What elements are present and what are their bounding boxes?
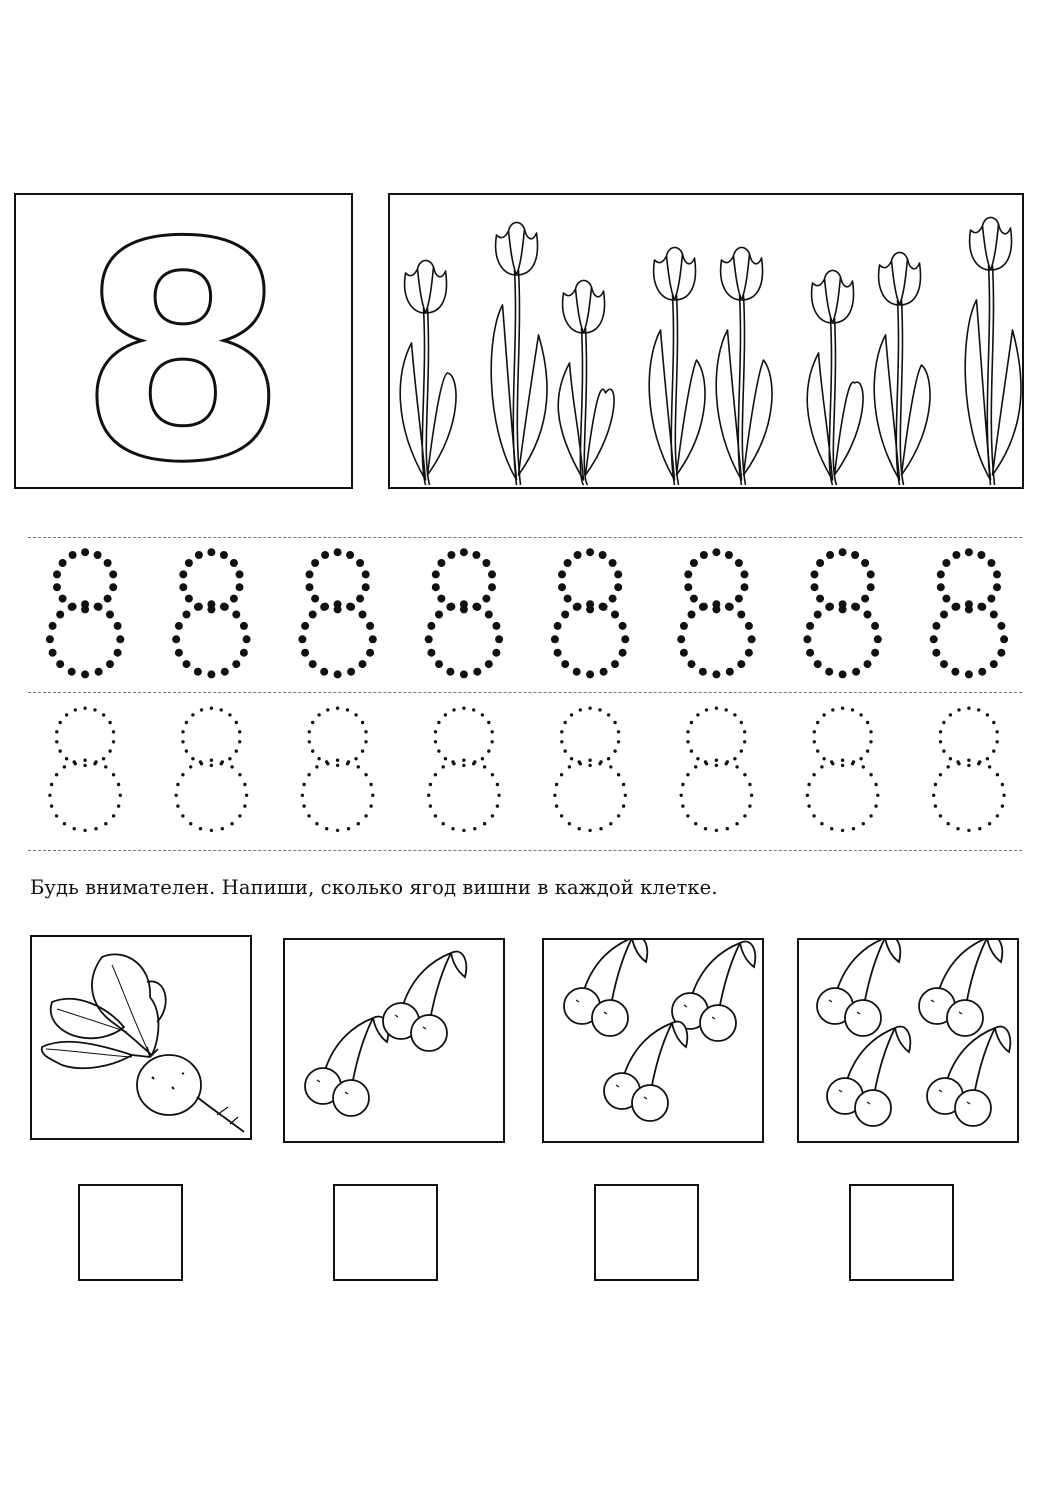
- dotted-eight-2-4[interactable]: [427, 707, 501, 833]
- big-digit-box: [14, 193, 353, 489]
- cherry-pair-4: [927, 1027, 1010, 1126]
- radish-icon: [32, 937, 250, 1138]
- cherry-pair-2: [919, 940, 1002, 1036]
- dotted-eight-1-6[interactable]: [677, 548, 755, 678]
- answer-box-2[interactable]: [333, 1184, 438, 1281]
- cherry-pair-1: [817, 940, 900, 1036]
- tulips-picture-box: [388, 193, 1024, 489]
- dotted-eight-2-5[interactable]: [553, 707, 627, 833]
- answer-box-4[interactable]: [849, 1184, 954, 1281]
- trace-row-light[interactable]: [20, 696, 1030, 846]
- dotted-eight-1-5[interactable]: [551, 548, 629, 678]
- trace-row-bold[interactable]: [20, 540, 1030, 690]
- tulip-1: [400, 260, 456, 485]
- tulip-2: [491, 222, 547, 485]
- guide-line-2: [28, 692, 1022, 693]
- dotted-eight-2-2[interactable]: [175, 707, 249, 833]
- tulip-4: [649, 247, 705, 485]
- guide-line-3: [28, 850, 1022, 851]
- dotted-eight-1-8[interactable]: [930, 548, 1008, 678]
- cherry-pair-1: [564, 940, 647, 1036]
- guide-line-1: [28, 537, 1022, 538]
- cherry-pairs-drawing: [799, 940, 1017, 1141]
- dotted-eight-1-3[interactable]: [298, 548, 376, 678]
- tulip-7: [874, 252, 930, 485]
- tulip-3: [558, 280, 614, 485]
- tulips-drawing: [390, 195, 1022, 487]
- answer-box-1[interactable]: [78, 1184, 183, 1281]
- answer-box-3[interactable]: [594, 1184, 699, 1281]
- dotted-eight-1-4[interactable]: [425, 548, 503, 678]
- task-instruction: Будь внимателен. Напиши, сколько ягод вишни в каждой клетке.: [30, 876, 718, 899]
- dotted-eight-2-8[interactable]: [932, 707, 1006, 833]
- dotted-eight-1-2[interactable]: [172, 548, 250, 678]
- dotted-eight-1-7[interactable]: [803, 548, 881, 678]
- dotted-eight-2-1[interactable]: [48, 707, 122, 833]
- dotted-eight-1-1[interactable]: [46, 548, 124, 678]
- dotted-eight-2-6[interactable]: [680, 707, 754, 833]
- digit-eight-text: 8: [78, 195, 288, 487]
- tulip-5: [716, 247, 772, 485]
- dotted-eight-2-3[interactable]: [301, 707, 375, 833]
- cherry-pairs-drawing: [544, 940, 762, 1141]
- cherry-pair-3: [827, 1027, 910, 1126]
- picture-cell-radish: [30, 935, 252, 1140]
- cherry-pair-1: [305, 1017, 388, 1116]
- cherry-pair-3: [604, 1022, 687, 1121]
- cherry-pairs-drawing: [285, 940, 503, 1141]
- cherry-pair-2: [383, 952, 466, 1051]
- dotted-eight-2-7[interactable]: [806, 707, 880, 833]
- picture-cell-cherries-1: [283, 938, 505, 1143]
- outlined-digit-eight: [16, 195, 351, 487]
- picture-cell-cherries-3: [797, 938, 1019, 1143]
- tulip-6: [807, 270, 863, 485]
- tulip-8: [965, 217, 1021, 485]
- picture-cell-cherries-2: [542, 938, 764, 1143]
